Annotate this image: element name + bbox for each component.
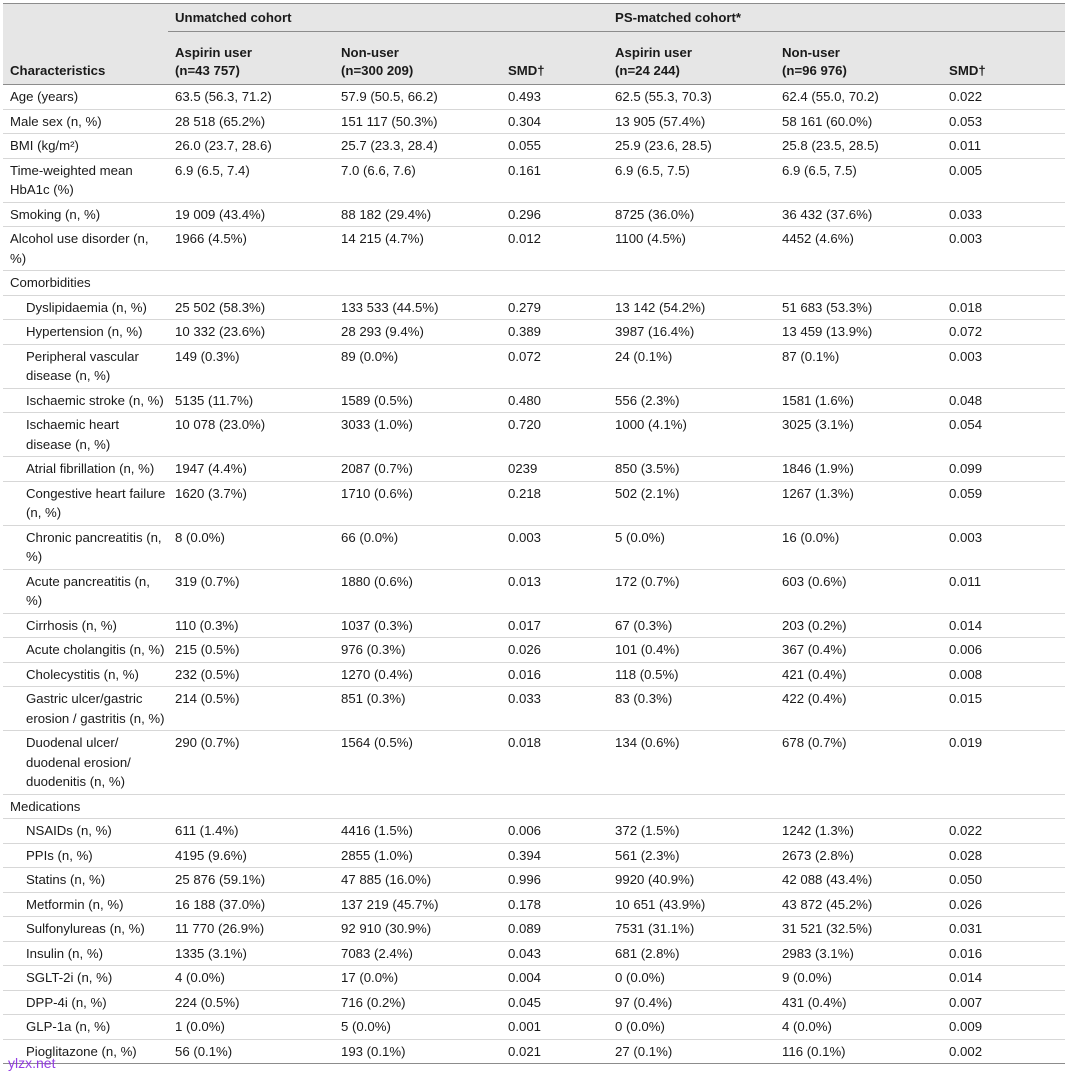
aspirin-matched-cell: 556 (2.3%) xyxy=(608,388,775,413)
aspirin-unmatched-cell: 4195 (9.6%) xyxy=(168,843,334,868)
smd-unmatched-cell: 0.003 xyxy=(501,525,608,569)
section-label: Comorbidities xyxy=(3,271,168,296)
aspirin-matched-cell: 8725 (36.0%) xyxy=(608,202,775,227)
smd-matched-cell: 0.005 xyxy=(942,158,1065,202)
aspirin-unmatched-cell: 10 078 (23.0%) xyxy=(168,413,334,457)
characteristic-label: DPP-4i (n, %) xyxy=(3,990,168,1015)
nonuser-unmatched-cell: 1710 (0.6%) xyxy=(334,481,501,525)
aspirin-unmatched-cell: 19 009 (43.4%) xyxy=(168,202,334,227)
smd-unmatched-cell: 0.018 xyxy=(501,731,608,795)
smd-matched-cell: 0.007 xyxy=(942,990,1065,1015)
table-row xyxy=(3,990,1065,1015)
aspirin-unmatched-cell: 63.5 (56.3, 71.2) xyxy=(168,85,334,110)
table-row xyxy=(3,388,1065,413)
aspirin-unmatched-cell: 25 876 (59.1%) xyxy=(168,868,334,893)
aspirin-unmatched-cell: 28 518 (65.2%) xyxy=(168,109,334,134)
characteristic-label: GLP-1a (n, %) xyxy=(3,1015,168,1040)
characteristic-label: SGLT-2i (n, %) xyxy=(3,966,168,991)
nonuser-unmatched-cell: 28 293 (9.4%) xyxy=(334,320,501,345)
nonuser-matched-cell: 58 161 (60.0%) xyxy=(775,109,942,134)
characteristic-label: Ischaemic stroke (n, %) xyxy=(3,388,168,413)
smd-unmatched-cell: 0.389 xyxy=(501,320,608,345)
smd-unmatched-cell: 0.493 xyxy=(501,85,608,110)
nonuser-unmatched-cell: 1880 (0.6%) xyxy=(334,569,501,613)
smd-unmatched-cell: 0.017 xyxy=(501,613,608,638)
nonuser-unmatched-cell: 5 (0.0%) xyxy=(334,1015,501,1040)
characteristic-label: Gastric ulcer/gastric erosion / gastritis (n, %) xyxy=(3,687,168,731)
table-row xyxy=(3,966,1065,991)
table-row xyxy=(3,320,1065,345)
column-header-row xyxy=(3,32,1065,85)
characteristics-header: Characteristics xyxy=(3,32,168,85)
watermark-text: ylzx.net xyxy=(8,1055,56,1071)
smd-matched-cell: 0.050 xyxy=(942,868,1065,893)
nonuser-matched-cell: 421 (0.4%) xyxy=(775,662,942,687)
aspirin-matched-cell: 561 (2.3%) xyxy=(608,843,775,868)
table-body xyxy=(3,85,1065,1064)
characteristic-label: Time-weighted mean HbA1c (%) xyxy=(3,158,168,202)
smd-unmatched-cell: 0.006 xyxy=(501,819,608,844)
aspirin-matched-cell: 83 (0.3%) xyxy=(608,687,775,731)
characteristic-label: Congestive heart failure (n, %) xyxy=(3,481,168,525)
table-row xyxy=(3,868,1065,893)
nonuser-matched-cell: 203 (0.2%) xyxy=(775,613,942,638)
characteristic-label: Smoking (n, %) xyxy=(3,202,168,227)
aspirin-unmatched-cell: 1947 (4.4%) xyxy=(168,457,334,482)
characteristic-label: NSAIDs (n, %) xyxy=(3,819,168,844)
aspirin-unmatched-cell: 611 (1.4%) xyxy=(168,819,334,844)
nonuser-unmatched-cell: 89 (0.0%) xyxy=(334,344,501,388)
smd-matched-cell: 0.014 xyxy=(942,613,1065,638)
section-row xyxy=(3,271,1065,296)
smd-unmatched-cell: 0.026 xyxy=(501,638,608,663)
nonuser-unmatched-cell: 66 (0.0%) xyxy=(334,525,501,569)
characteristic-label: Sulfonylureas (n, %) xyxy=(3,917,168,942)
smd-unmatched-cell: 0.720 xyxy=(501,413,608,457)
aspirin-user-label: Aspirin user xyxy=(615,45,692,60)
nonuser-matched-cell: 678 (0.7%) xyxy=(775,731,942,795)
nonuser-unmatched-cell: 4416 (1.5%) xyxy=(334,819,501,844)
table-row xyxy=(3,413,1065,457)
nonuser-matched-cell: 31 521 (32.5%) xyxy=(775,917,942,942)
nonuser-unmatched-cell: 2855 (1.0%) xyxy=(334,843,501,868)
characteristic-label: Age (years) xyxy=(3,85,168,110)
non-user-count: (n=96 976) xyxy=(782,63,847,78)
nonuser-matched-cell: 4452 (4.6%) xyxy=(775,227,942,271)
nonuser-unmatched-cell: 7083 (2.4%) xyxy=(334,941,501,966)
aspirin-unmatched-cell: 1966 (4.5%) xyxy=(168,227,334,271)
nonuser-matched-cell: 13 459 (13.9%) xyxy=(775,320,942,345)
nonuser-matched-cell: 16 (0.0%) xyxy=(775,525,942,569)
nonuser-unmatched-cell: 151 117 (50.3%) xyxy=(334,109,501,134)
nonuser-matched-cell: 51 683 (53.3%) xyxy=(775,295,942,320)
characteristic-label: Duodenal ulcer/ duodenal erosion/ duodenitis (n, %) xyxy=(3,731,168,795)
aspirin-matched-cell: 372 (1.5%) xyxy=(608,819,775,844)
aspirin-unmatched-cell: 56 (0.1%) xyxy=(168,1039,334,1064)
characteristic-label: Cholecystitis (n, %) xyxy=(3,662,168,687)
aspirin-unmatched-cell xyxy=(168,794,334,819)
aspirin-unmatched-cell: 25 502 (58.3%) xyxy=(168,295,334,320)
characteristic-label: Acute cholangitis (n, %) xyxy=(3,638,168,663)
nonuser-matched-cell: 43 872 (45.2%) xyxy=(775,892,942,917)
nonuser-unmatched-cell: 2087 (0.7%) xyxy=(334,457,501,482)
smd-unmatched-cell xyxy=(501,794,608,819)
smd-unmatched-header: SMD† xyxy=(501,32,608,85)
nonuser-matched-cell: 431 (0.4%) xyxy=(775,990,942,1015)
smd-matched-cell: 0.015 xyxy=(942,687,1065,731)
characteristic-label: Insulin (n, %) xyxy=(3,941,168,966)
aspirin-matched-cell: 134 (0.6%) xyxy=(608,731,775,795)
smd-matched-cell: 0.003 xyxy=(942,344,1065,388)
table-row xyxy=(3,85,1065,110)
nonuser-matched-cell: 2983 (3.1%) xyxy=(775,941,942,966)
nonuser-unmatched-cell: 88 182 (29.4%) xyxy=(334,202,501,227)
non-user-unmatched-header xyxy=(334,32,501,85)
nonuser-unmatched-cell: 25.7 (23.3, 28.4) xyxy=(334,134,501,159)
smd-unmatched-cell: 0.001 xyxy=(501,1015,608,1040)
smd-unmatched-cell: 0.072 xyxy=(501,344,608,388)
table-row xyxy=(3,158,1065,202)
smd-matched-cell: 0.014 xyxy=(942,966,1065,991)
table-row xyxy=(3,613,1065,638)
smd-matched-cell: 0.026 xyxy=(942,892,1065,917)
header-blank-cell xyxy=(3,4,168,32)
aspirin-unmatched-cell: 5135 (11.7%) xyxy=(168,388,334,413)
smd-matched-cell: 0.022 xyxy=(942,85,1065,110)
nonuser-matched-cell: 87 (0.1%) xyxy=(775,344,942,388)
characteristic-label: BMI (kg/m²) xyxy=(3,134,168,159)
smd-matched-cell: 0.003 xyxy=(942,525,1065,569)
aspirin-matched-cell: 850 (3.5%) xyxy=(608,457,775,482)
table-row xyxy=(3,1015,1065,1040)
nonuser-unmatched-cell: 14 215 (4.7%) xyxy=(334,227,501,271)
aspirin-matched-cell: 62.5 (55.3, 70.3) xyxy=(608,85,775,110)
smd-matched-cell: 0.011 xyxy=(942,569,1065,613)
nonuser-matched-cell: 25.8 (23.5, 28.5) xyxy=(775,134,942,159)
table-row xyxy=(3,892,1065,917)
aspirin-unmatched-cell: 319 (0.7%) xyxy=(168,569,334,613)
aspirin-matched-cell: 5 (0.0%) xyxy=(608,525,775,569)
aspirin-matched-cell: 0 (0.0%) xyxy=(608,1015,775,1040)
characteristic-label: Metformin (n, %) xyxy=(3,892,168,917)
nonuser-matched-cell: 3025 (3.1%) xyxy=(775,413,942,457)
characteristic-label: Chronic pancreatitis (n, %) xyxy=(3,525,168,569)
nonuser-matched-cell: 603 (0.6%) xyxy=(775,569,942,613)
table-row xyxy=(3,638,1065,663)
nonuser-unmatched-cell: 1037 (0.3%) xyxy=(334,613,501,638)
smd-matched-cell: 0.028 xyxy=(942,843,1065,868)
table-row xyxy=(3,843,1065,868)
nonuser-matched-cell: 422 (0.4%) xyxy=(775,687,942,731)
non-user-count: (n=300 209) xyxy=(341,63,414,78)
nonuser-unmatched-cell: 1564 (0.5%) xyxy=(334,731,501,795)
aspirin-matched-cell: 27 (0.1%) xyxy=(608,1039,775,1064)
aspirin-unmatched-cell xyxy=(168,271,334,296)
smd-unmatched-cell: 0.045 xyxy=(501,990,608,1015)
nonuser-matched-cell xyxy=(775,271,942,296)
nonuser-matched-cell: 1846 (1.9%) xyxy=(775,457,942,482)
smd-unmatched-cell: 0.279 xyxy=(501,295,608,320)
aspirin-matched-cell: 13 142 (54.2%) xyxy=(608,295,775,320)
smd-matched-cell xyxy=(942,794,1065,819)
smd-matched-cell: 0.002 xyxy=(942,1039,1065,1064)
matched-cohort-header: PS-matched cohort* xyxy=(608,4,1065,32)
aspirin-user-unmatched-header xyxy=(168,32,334,85)
nonuser-unmatched-cell: 976 (0.3%) xyxy=(334,638,501,663)
nonuser-unmatched-cell: 3033 (1.0%) xyxy=(334,413,501,457)
aspirin-unmatched-cell: 4 (0.0%) xyxy=(168,966,334,991)
aspirin-user-count: (n=24 244) xyxy=(615,63,680,78)
aspirin-unmatched-cell: 110 (0.3%) xyxy=(168,613,334,638)
smd-unmatched-cell: 0.218 xyxy=(501,481,608,525)
characteristic-label: Ischaemic heart disease (n, %) xyxy=(3,413,168,457)
aspirin-matched-cell: 172 (0.7%) xyxy=(608,569,775,613)
smd-unmatched-cell: 0.012 xyxy=(501,227,608,271)
aspirin-unmatched-cell: 149 (0.3%) xyxy=(168,344,334,388)
table-row xyxy=(3,819,1065,844)
table-row xyxy=(3,917,1065,942)
aspirin-user-count: (n=43 757) xyxy=(175,63,240,78)
smd-matched-cell: 0.053 xyxy=(942,109,1065,134)
smd-matched-cell: 0.031 xyxy=(942,917,1065,942)
smd-unmatched-cell: 0.161 xyxy=(501,158,608,202)
nonuser-matched-cell: 42 088 (43.4%) xyxy=(775,868,942,893)
aspirin-matched-cell xyxy=(608,794,775,819)
characteristic-label: Male sex (n, %) xyxy=(3,109,168,134)
table-row xyxy=(3,344,1065,388)
smd-matched-cell: 0.099 xyxy=(942,457,1065,482)
non-user-matched-header xyxy=(775,32,942,85)
table-row xyxy=(3,457,1065,482)
smd-matched-cell: 0.033 xyxy=(942,202,1065,227)
aspirin-matched-cell: 25.9 (23.6, 28.5) xyxy=(608,134,775,159)
aspirin-unmatched-cell: 232 (0.5%) xyxy=(168,662,334,687)
aspirin-matched-cell: 3987 (16.4%) xyxy=(608,320,775,345)
smd-unmatched-cell xyxy=(501,271,608,296)
smd-matched-cell: 0.006 xyxy=(942,638,1065,663)
smd-matched-cell: 0.019 xyxy=(942,731,1065,795)
nonuser-unmatched-cell: 7.0 (6.6, 7.6) xyxy=(334,158,501,202)
characteristic-label: Atrial fibrillation (n, %) xyxy=(3,457,168,482)
table-row xyxy=(3,227,1065,271)
smd-matched-cell: 0.059 xyxy=(942,481,1065,525)
section-row xyxy=(3,794,1065,819)
smd-matched-cell: 0.054 xyxy=(942,413,1065,457)
non-user-label: Non-user xyxy=(341,45,399,60)
smd-unmatched-cell: 0.480 xyxy=(501,388,608,413)
table-row xyxy=(3,109,1065,134)
nonuser-unmatched-cell: 716 (0.2%) xyxy=(334,990,501,1015)
nonuser-matched-cell: 2673 (2.8%) xyxy=(775,843,942,868)
aspirin-user-label: Aspirin user xyxy=(175,45,252,60)
smd-unmatched-cell: 0.304 xyxy=(501,109,608,134)
aspirin-unmatched-cell: 26.0 (23.7, 28.6) xyxy=(168,134,334,159)
table-row xyxy=(3,687,1065,731)
aspirin-matched-cell: 118 (0.5%) xyxy=(608,662,775,687)
characteristic-label: Statins (n, %) xyxy=(3,868,168,893)
nonuser-matched-cell: 6.9 (6.5, 7.5) xyxy=(775,158,942,202)
nonuser-unmatched-cell: 193 (0.1%) xyxy=(334,1039,501,1064)
smd-matched-cell xyxy=(942,271,1065,296)
smd-matched-cell: 0.048 xyxy=(942,388,1065,413)
section-label: Medications xyxy=(3,794,168,819)
aspirin-unmatched-cell: 224 (0.5%) xyxy=(168,990,334,1015)
characteristic-label: Cirrhosis (n, %) xyxy=(3,613,168,638)
aspirin-matched-cell: 101 (0.4%) xyxy=(608,638,775,663)
smd-unmatched-cell: 0.043 xyxy=(501,941,608,966)
baseline-characteristics-table-wrapper xyxy=(3,3,1065,1064)
table-row xyxy=(3,295,1065,320)
aspirin-matched-cell: 6.9 (6.5, 7.5) xyxy=(608,158,775,202)
aspirin-matched-cell: 0 (0.0%) xyxy=(608,966,775,991)
aspirin-unmatched-cell: 1 (0.0%) xyxy=(168,1015,334,1040)
nonuser-matched-cell xyxy=(775,794,942,819)
table-row xyxy=(3,662,1065,687)
table-row xyxy=(3,202,1065,227)
nonuser-unmatched-cell: 1589 (0.5%) xyxy=(334,388,501,413)
characteristic-label: PPIs (n, %) xyxy=(3,843,168,868)
aspirin-unmatched-cell: 8 (0.0%) xyxy=(168,525,334,569)
aspirin-matched-cell: 1100 (4.5%) xyxy=(608,227,775,271)
aspirin-matched-cell: 97 (0.4%) xyxy=(608,990,775,1015)
characteristic-label: Alcohol use disorder (n, %) xyxy=(3,227,168,271)
smd-matched-cell: 0.072 xyxy=(942,320,1065,345)
aspirin-unmatched-cell: 214 (0.5%) xyxy=(168,687,334,731)
aspirin-unmatched-cell: 11 770 (26.9%) xyxy=(168,917,334,942)
smd-unmatched-cell: 0.089 xyxy=(501,917,608,942)
smd-matched-header: SMD† xyxy=(942,32,1065,85)
aspirin-unmatched-cell: 215 (0.5%) xyxy=(168,638,334,663)
smd-unmatched-cell: 0.055 xyxy=(501,134,608,159)
nonuser-unmatched-cell: 47 885 (16.0%) xyxy=(334,868,501,893)
aspirin-matched-cell: 9920 (40.9%) xyxy=(608,868,775,893)
aspirin-unmatched-cell: 6.9 (6.5, 7.4) xyxy=(168,158,334,202)
nonuser-matched-cell: 1267 (1.3%) xyxy=(775,481,942,525)
group-header-row xyxy=(3,4,1065,32)
aspirin-matched-cell: 681 (2.8%) xyxy=(608,941,775,966)
nonuser-matched-cell: 4 (0.0%) xyxy=(775,1015,942,1040)
characteristic-label: Pioglitazone (n, %) xyxy=(3,1039,168,1064)
nonuser-unmatched-cell: 1270 (0.4%) xyxy=(334,662,501,687)
smd-unmatched-cell: 0.996 xyxy=(501,868,608,893)
smd-matched-cell: 0.003 xyxy=(942,227,1065,271)
smd-matched-cell: 0.009 xyxy=(942,1015,1065,1040)
table-row xyxy=(3,731,1065,795)
nonuser-unmatched-cell: 17 (0.0%) xyxy=(334,966,501,991)
aspirin-user-matched-header xyxy=(608,32,775,85)
aspirin-matched-cell xyxy=(608,271,775,296)
smd-matched-cell: 0.022 xyxy=(942,819,1065,844)
smd-unmatched-cell: 0.013 xyxy=(501,569,608,613)
smd-matched-cell: 0.016 xyxy=(942,941,1065,966)
smd-unmatched-cell: 0.394 xyxy=(501,843,608,868)
smd-matched-cell: 0.008 xyxy=(942,662,1065,687)
nonuser-matched-cell: 36 432 (37.6%) xyxy=(775,202,942,227)
nonuser-matched-cell: 367 (0.4%) xyxy=(775,638,942,663)
table-row xyxy=(3,569,1065,613)
nonuser-unmatched-cell xyxy=(334,794,501,819)
table-row xyxy=(3,525,1065,569)
nonuser-matched-cell: 1242 (1.3%) xyxy=(775,819,942,844)
nonuser-matched-cell: 116 (0.1%) xyxy=(775,1039,942,1064)
table-row xyxy=(3,481,1065,525)
smd-unmatched-cell: 0.296 xyxy=(501,202,608,227)
non-user-label: Non-user xyxy=(782,45,840,60)
nonuser-unmatched-cell: 92 910 (30.9%) xyxy=(334,917,501,942)
aspirin-unmatched-cell: 1620 (3.7%) xyxy=(168,481,334,525)
smd-unmatched-cell: 0.004 xyxy=(501,966,608,991)
table-row xyxy=(3,941,1065,966)
smd-unmatched-cell: 0239 xyxy=(501,457,608,482)
smd-matched-cell: 0.018 xyxy=(942,295,1065,320)
aspirin-unmatched-cell: 290 (0.7%) xyxy=(168,731,334,795)
nonuser-unmatched-cell: 133 533 (44.5%) xyxy=(334,295,501,320)
aspirin-matched-cell: 67 (0.3%) xyxy=(608,613,775,638)
aspirin-matched-cell: 24 (0.1%) xyxy=(608,344,775,388)
aspirin-unmatched-cell: 10 332 (23.6%) xyxy=(168,320,334,345)
table-row xyxy=(3,1039,1065,1064)
aspirin-matched-cell: 13 905 (57.4%) xyxy=(608,109,775,134)
smd-unmatched-cell: 0.033 xyxy=(501,687,608,731)
aspirin-matched-cell: 10 651 (43.9%) xyxy=(608,892,775,917)
aspirin-unmatched-cell: 1335 (3.1%) xyxy=(168,941,334,966)
smd-unmatched-cell: 0.178 xyxy=(501,892,608,917)
unmatched-cohort-header: Unmatched cohort xyxy=(168,4,608,32)
nonuser-unmatched-cell xyxy=(334,271,501,296)
aspirin-matched-cell: 1000 (4.1%) xyxy=(608,413,775,457)
smd-unmatched-cell: 0.016 xyxy=(501,662,608,687)
aspirin-unmatched-cell: 16 188 (37.0%) xyxy=(168,892,334,917)
aspirin-matched-cell: 502 (2.1%) xyxy=(608,481,775,525)
smd-unmatched-cell: 0.021 xyxy=(501,1039,608,1064)
characteristic-label: Hypertension (n, %) xyxy=(3,320,168,345)
aspirin-matched-cell: 7531 (31.1%) xyxy=(608,917,775,942)
characteristic-label: Peripheral vascular disease (n, %) xyxy=(3,344,168,388)
nonuser-unmatched-cell: 57.9 (50.5, 66.2) xyxy=(334,85,501,110)
nonuser-unmatched-cell: 137 219 (45.7%) xyxy=(334,892,501,917)
smd-matched-cell: 0.011 xyxy=(942,134,1065,159)
baseline-characteristics-table xyxy=(3,3,1065,1064)
nonuser-matched-cell: 62.4 (55.0, 70.2) xyxy=(775,85,942,110)
nonuser-matched-cell: 1581 (1.6%) xyxy=(775,388,942,413)
characteristic-label: Dyslipidaemia (n, %) xyxy=(3,295,168,320)
table-row xyxy=(3,134,1065,159)
characteristic-label: Acute pancreatitis (n, %) xyxy=(3,569,168,613)
nonuser-matched-cell: 9 (0.0%) xyxy=(775,966,942,991)
nonuser-unmatched-cell: 851 (0.3%) xyxy=(334,687,501,731)
